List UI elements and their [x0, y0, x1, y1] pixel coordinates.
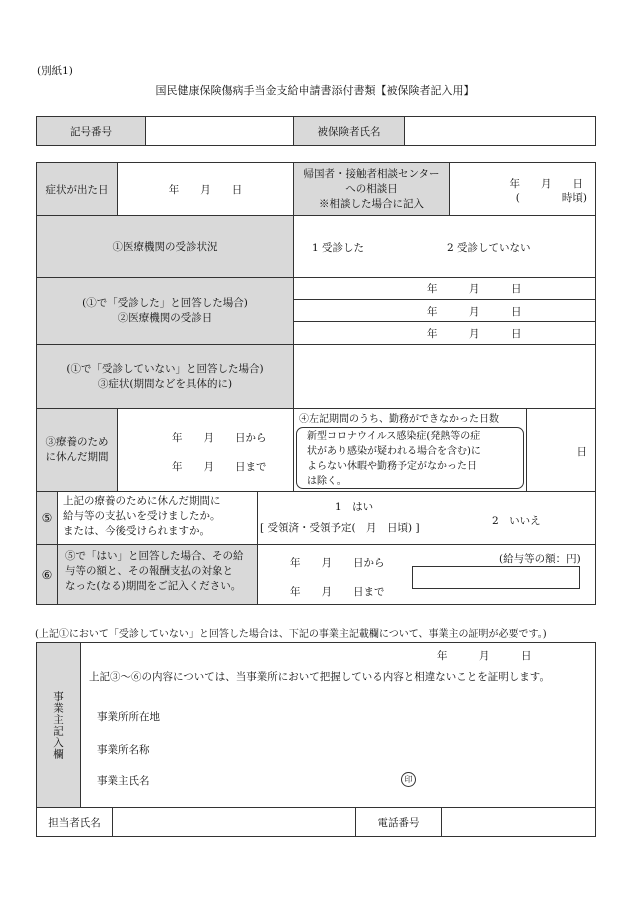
q6-question-line1: ⑤で「はい」と回答した場合、その給 — [65, 550, 244, 562]
q6-from-date[interactable]: 年 月 日から — [290, 557, 385, 569]
q1-option-no[interactable]: 2 受診していない — [447, 242, 531, 254]
q6-amount-label: (給与等の額：円) — [499, 553, 581, 565]
onset-label: 症状が出た日 — [37, 163, 117, 215]
phone-field[interactable] — [442, 808, 595, 836]
q4-days-field[interactable] — [527, 409, 595, 491]
q2-condition: (①で「受診した」と回答した場合) — [82, 297, 248, 309]
id-row — [36, 116, 596, 146]
owner-name-label: 事業主氏名 — [97, 775, 150, 787]
phone-label: 電話番号 — [377, 816, 420, 829]
employer-side-label: 事業主記入欄 — [52, 690, 64, 760]
insured-name-field[interactable] — [405, 117, 595, 145]
q1-label: ①医療機関の受診状況 — [37, 216, 293, 277]
employer-side-label-cell — [37, 643, 80, 807]
symbol-number-label: 記号番号 — [37, 117, 145, 145]
q6-question-line2: 与等の額と、その報酬支払の対象と — [65, 565, 233, 577]
q5-yes-detail[interactable] — [260, 520, 420, 535]
q6-question — [58, 545, 257, 604]
q2-label-cell — [37, 278, 293, 344]
q5-option-no[interactable]: 2 いいえ — [492, 515, 541, 527]
attachment-label: (別紙1) — [37, 65, 73, 77]
q2-date-3[interactable]: 年 月 日 — [427, 328, 522, 340]
consult-date-cell[interactable] — [450, 163, 595, 215]
employer-date[interactable]: 年 月 日 — [437, 650, 532, 662]
symbol-number-field[interactable] — [146, 117, 293, 145]
q5-yes-detail-text: 受領済・受領予定( 月 日頃) — [267, 522, 413, 534]
q4-title: ④左記期間のうち、勤務ができなかった日数 — [299, 414, 499, 425]
q6-amount-field[interactable] — [412, 566, 580, 589]
q4-note — [307, 429, 521, 489]
q2-label: ②医療機関の受診日 — [117, 312, 213, 324]
q5-question-line1: 上記の療養のために休んだ期間に — [63, 495, 221, 507]
rest-period-label-line2: に休んだ期間 — [45, 451, 109, 463]
q5-question-line2: 給与等の支払いを受けましたか。 — [63, 510, 221, 522]
q3-label-cell — [37, 345, 293, 408]
employer-certify-text: 上記③～⑥の内容については、当事業所において把握している内容と相違ないことを証明します。 — [89, 671, 550, 683]
q6-to-date[interactable]: 年 月 日まで — [290, 586, 385, 598]
rest-from-date[interactable]: 年 月 日から — [172, 432, 267, 444]
q4-note-line1: 新型コロナウイルス感染症(発熱等の症 — [307, 431, 481, 442]
q4-note-line4: は除く。 — [307, 476, 347, 487]
contact-row — [36, 807, 596, 837]
q2-date-2[interactable]: 年 月 日 — [427, 306, 522, 318]
q3-symptom-field[interactable] — [294, 345, 595, 408]
consult-center-label-line1: 帰国者・接触者相談センター — [303, 167, 440, 180]
insured-name-label: 被保険者氏名 — [294, 117, 404, 145]
q6-number: ⑥ — [37, 545, 57, 604]
q6-question-line3: なった(なる)期間をご記入ください。 — [65, 580, 242, 592]
q5-question-line3: または、今後受けられますか。 — [63, 525, 210, 537]
person-in-charge-field[interactable] — [113, 808, 355, 836]
q3-condition: (①で「受診していない」と回答した場合) — [66, 362, 264, 375]
consult-date: 年 月 日 — [509, 178, 583, 190]
person-in-charge-label: 担当者氏名 — [48, 816, 101, 829]
rest-to-date[interactable]: 年 月 日まで — [172, 461, 267, 473]
page-title: 国民健康保険傷病手当金支給申請書添付書類【被保険者記入用】 — [155, 84, 475, 97]
q5-bracket-close: ] — [415, 522, 420, 534]
q1-option-yes[interactable]: 1 受診した — [312, 242, 365, 254]
onset-date[interactable]: 年 月 日 — [168, 183, 243, 196]
q5-number: ⑤ — [37, 492, 57, 544]
q4-note-line3: よらない休暇や勤務予定がなかった日 — [307, 461, 477, 472]
rest-period-label-line1: ③療養のため — [45, 436, 109, 448]
q2-date-1[interactable]: 年 月 日 — [427, 283, 522, 295]
consult-time: ( 時頃) — [515, 192, 587, 204]
q5-question — [63, 494, 221, 539]
q5-option-yes[interactable]: 1 はい — [335, 501, 374, 513]
consult-center-label — [294, 163, 449, 215]
employer-section — [36, 642, 596, 808]
q4-days-unit: 日 — [576, 446, 587, 458]
q4-note-line2: 状があり感染が疑われる場合を含む)に — [307, 446, 481, 457]
office-address-label: 事業所所在地 — [97, 711, 160, 723]
employer-note: (上記①において「受診していない」と回答した場合は、下記の事業主記載欄について、事業主の証明が必要です。) — [35, 629, 547, 640]
consult-center-label-line2: への相談日 — [345, 182, 398, 195]
q3-label: ③症状(期間などを具体的に) — [97, 377, 233, 390]
rest-period-label — [37, 409, 117, 491]
office-name-label: 事業所名称 — [97, 744, 150, 756]
q5-bracket-open: [ — [260, 522, 265, 534]
seal-mark: 印 — [401, 772, 416, 787]
main-form-table — [36, 162, 596, 605]
consult-center-label-line3: ※相談した場合に記入 — [319, 197, 424, 210]
